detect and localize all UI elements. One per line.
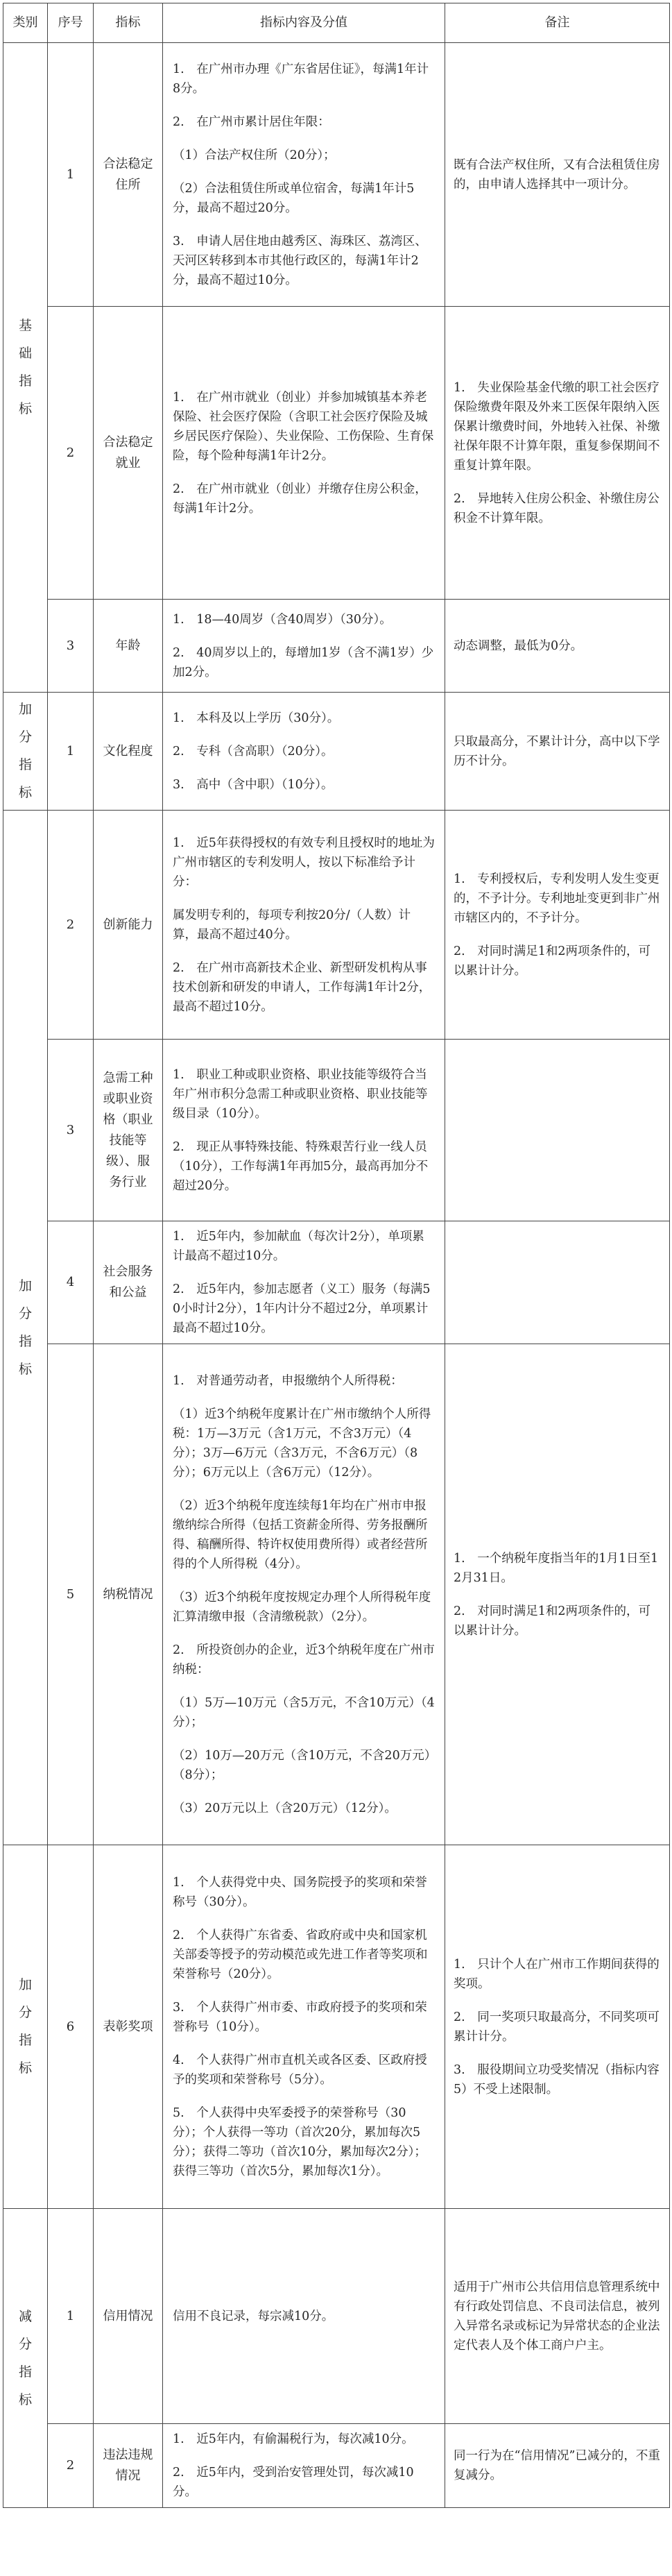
table-row [3, 1221, 670, 1344]
header-indicator: 指标 [94, 3, 163, 43]
remark-line: 2. 对同时满足1和2两项条件的，可以累计计分。 [454, 1604, 651, 1638]
content-line: 5. 个人获得中央军委授予的荣誉称号（30分）；个人获得一等功（首次20分，累加每次5分）；获得二等功（首次10分，累加每次2分）；获得三等功（首次5分，累加每次1分）。 [173, 2105, 427, 2178]
content-line: （3）近3个纳税年度按规定办理个人所得税年度汇算清缴申报（含清缴税款）（2分）。 [173, 1590, 431, 1624]
indicator-content [163, 1221, 445, 1344]
row-number: 4 [48, 1221, 94, 1344]
remark-line: 2. 异地转入住房公积金、补缴住房公积金不计算年限。 [454, 491, 660, 525]
remarks [445, 600, 670, 693]
category-minus: 减分指标 [3, 2209, 48, 2508]
category-bonus-3: 加分指标 [3, 1845, 48, 2209]
remark-line: 2. 同一奖项只取最高分，不同奖项可累计计分。 [454, 2010, 660, 2044]
content-line: 3. 个人获得广州市委、市政府授予的奖项和荣誉称号（10分）。 [173, 2000, 427, 2034]
category-bonus-2: 加分指标 [3, 811, 48, 1845]
indicator-content [163, 1344, 445, 1845]
remarks [445, 1221, 670, 1344]
remark-line: 1. 一个纳税年度指当年的1月1日至12月31日。 [454, 1551, 659, 1585]
remarks [445, 811, 670, 1040]
header-row [3, 3, 670, 43]
row-number: 1 [48, 2209, 94, 2424]
indicator-name: 合法稳定就业 [94, 307, 163, 600]
remark-line: 同一行为在“信用情况”已减分的，不重复减分。 [454, 2449, 660, 2482]
content-line: 1. 近5年内，参加献血（每次计2分），单项累计最高不超过10分。 [173, 1230, 424, 1263]
remarks [445, 1040, 670, 1221]
indicator-name: 纳税情况 [94, 1344, 163, 1845]
indicator-name: 信用情况 [94, 2209, 163, 2424]
row-number: 2 [48, 811, 94, 1040]
indicator-name: 年龄 [94, 600, 163, 693]
remark-line: 适用于广州市公共信用信息管理系统中有行政处罚信息、不良司法信息，被列入异常名录或标记为异常状态的企业法定代表人及个体工商户户主。 [454, 2280, 660, 2353]
content-line: 1. 18—40周岁（含40周岁）（30分）。 [173, 612, 392, 627]
indicator-content [163, 693, 445, 811]
table-row [3, 1845, 670, 2209]
remark-line: 3. 服役期间立功受奖情况（指标内容5）不受上述限制。 [454, 2062, 660, 2096]
content-line: 2. 40周岁以上的，每增加1岁（含不满1岁）少加2分。 [173, 645, 434, 679]
header-note: 备注 [445, 3, 670, 43]
indicator-content [163, 307, 445, 600]
table-row [3, 1040, 670, 1221]
indicator-name: 创新能力 [94, 811, 163, 1040]
content-line: 属发明专利的，每项专利按20分/（人数）计算，最高不超过40分。 [173, 908, 411, 942]
indicator-content [163, 2209, 445, 2424]
row-number: 5 [48, 1344, 94, 1845]
remarks [445, 1845, 670, 2209]
row-number: 2 [48, 307, 94, 600]
remark-line: 既有合法产权住所，又有合法租赁住房的，由申请人选择其中一项计分。 [454, 158, 660, 192]
content-line: 2. 现正从事特殊技能、特殊艰苦行业一线人员（10分），工作每满1年再加5分，最高再加分不超过20分。 [173, 1139, 429, 1193]
row-number: 6 [48, 1845, 94, 2209]
content-line: （1）5万—10万元（含5万元，不含10万元）（4分）； [173, 1695, 435, 1729]
content-line: 1. 职业工种或职业资格、职业技能等级符合当年广州市积分急需工种或职业资格、职业技能等级目录（10分）。 [173, 1067, 428, 1121]
content-line: 1. 在广州市办理《广东省居住证》，每满1年计8分。 [173, 62, 429, 96]
content-line: 2. 近5年内，参加志愿者（义工）服务（每满50小时计2分），1年内计分不超过2分，单项累计最高不超过10分。 [173, 1282, 431, 1335]
row-number: 1 [48, 43, 94, 307]
content-line: 2. 近5年内，受到治安管理处罚，每次减10分。 [173, 2466, 414, 2499]
remarks [445, 693, 670, 811]
indicator-name: 表彰奖项 [94, 1845, 163, 2209]
indicator-name: 违法违规情况 [94, 2424, 163, 2508]
table-row [3, 2424, 670, 2508]
content-line: 1. 本科及以上学历（30分）。 [173, 711, 340, 725]
content-line: 2. 个人获得广东省委、省政府或中央和国家机关部委等授予的劳动模范或先进工作者等奖项和荣誉称号（20分）。 [173, 1928, 428, 1981]
table-row [3, 693, 670, 811]
indicator-name: 文化程度 [94, 693, 163, 811]
content-line: 3. 高中（含中职）（10分）。 [173, 777, 334, 792]
remarks [445, 2209, 670, 2424]
indicator-name: 急需工种或职业资格（职业技能等级）、服务行业 [94, 1040, 163, 1221]
row-number: 3 [48, 600, 94, 693]
row-number: 1 [48, 693, 94, 811]
remarks [445, 307, 670, 600]
table-row [3, 811, 670, 1040]
indicator-content [163, 1845, 445, 2209]
content-line: 1. 对普通劳动者，申报缴纳个人所得税： [173, 1373, 403, 1388]
row-number: 3 [48, 1040, 94, 1221]
remark-line: 1. 只计个人在广州市工作期间获得的奖项。 [454, 1957, 660, 1991]
content-line: 2. 在广州市就业（创业）并缴存住房公积金，每满1年计2分。 [173, 482, 427, 516]
category-base: 基础指标 [3, 43, 48, 693]
table-row [3, 43, 670, 307]
remark-line: 动态调整，最低为0分。 [454, 638, 583, 653]
content-line: 1. 近5年获得授权的有效专利且授权时的地址为广州市辖区的专利发明人，按以下标准给予计分： [173, 836, 435, 889]
remark-line: 只取最高分，不累计计分，高中以下学历不计分。 [454, 734, 660, 768]
content-line: 信用不良记录，每宗减10分。 [173, 2309, 334, 2323]
content-line: （2）合法租赁住所或单位宿舍，每满1年计5分，最高不超过20分。 [173, 181, 415, 215]
remark-line: 1. 专利授权后，专利发明人发生变更的，不予计分。专利地址变更到非广州市辖区内的，不予计分。 [454, 872, 660, 925]
content-line: 3. 申请人居住地由越秀区、海珠区、荔湾区、天河区转移到本市其他行政区的，每满1年计2分，最高不超过10分。 [173, 234, 427, 287]
remarks [445, 2424, 670, 2508]
content-line: （2）近3个纳税年度连续每1年均在广州市申报缴纳综合所得（包括工资薪金所得、劳务报酬所得、稿酬所得、特许权使用费所得）或者经营所得的个人所得税（4分）。 [173, 1498, 428, 1571]
row-number: 2 [48, 2424, 94, 2508]
indicator-content [163, 1040, 445, 1221]
indicator-content [163, 600, 445, 693]
content-line: 2. 在广州市累计居住年限： [173, 115, 330, 129]
points-table [3, 3, 670, 2508]
header-category: 类别 [3, 3, 48, 43]
content-line: 2. 专科（含高职）（20分）。 [173, 744, 334, 759]
content-line: （1）近3个纳税年度累计在广州市缴纳个人所得税：1万—3万元（含1万元，不含3万元）（4分）；3万—6万元（含3万元，不含6万元）（8分）；6万元以上（含6万元）（12分）。 [173, 1407, 431, 1480]
table-row [3, 600, 670, 693]
content-line: （1）合法产权住所（20分）； [173, 148, 336, 162]
content-line: 4. 个人获得广州市直机关或各区委、区政府授予的奖项和荣誉称号（5分）。 [173, 2053, 427, 2087]
remark-line: 2. 对同时满足1和2两项条件的，可以累计计分。 [454, 944, 651, 978]
content-line: （3）20万元以上（含20万元）（12分）。 [173, 1801, 397, 1815]
category-bonus-1: 加分指标 [3, 693, 48, 811]
indicator-content [163, 811, 445, 1040]
remarks [445, 1344, 670, 1845]
content-line: 2. 在广州市高新技术企业、新型研发机构从事技术创新和研发的申请人，工作每满1年计2分，最高不超过10分。 [173, 960, 431, 1014]
content-line: 1. 在广州市就业（创业）并参加城镇基本养老保险、社会医疗保险（含职工社会医疗保险及城乡居民医疗保险）、失业保险、工伤保险、生育保险，每个险种每满1年计2分。 [173, 390, 434, 463]
table-row [3, 2209, 670, 2424]
content-line: 2. 所投资创办的企业，近3个纳税年度在广州市纳税： [173, 1643, 435, 1677]
content-line: 1. 个人获得党中央、国务院授予的奖项和荣誉称号（30分）。 [173, 1875, 427, 1909]
indicator-content [163, 43, 445, 307]
content-line: （2）10万—20万元（含10万元，不含20万元）（8分）； [173, 1748, 431, 1782]
content-line: 1. 近5年内，有偷漏税行为，每次减10分。 [173, 2432, 414, 2446]
indicator-content [163, 2424, 445, 2508]
indicator-name: 合法稳定住所 [94, 43, 163, 307]
header-no: 序号 [48, 3, 94, 43]
header-content: 指标内容及分值 [163, 3, 445, 43]
table-row [3, 307, 670, 600]
remark-line: 1. 失业保险基金代缴的职工社会医疗保险缴费年限及外来工医保年限纳入医保累计缴费时间，外地转入社保、补缴社保年限不计算年限，重复参保期间不重复计算年限。 [454, 380, 660, 473]
indicator-name: 社会服务和公益 [94, 1221, 163, 1344]
table-row [3, 1344, 670, 1845]
remarks [445, 43, 670, 307]
